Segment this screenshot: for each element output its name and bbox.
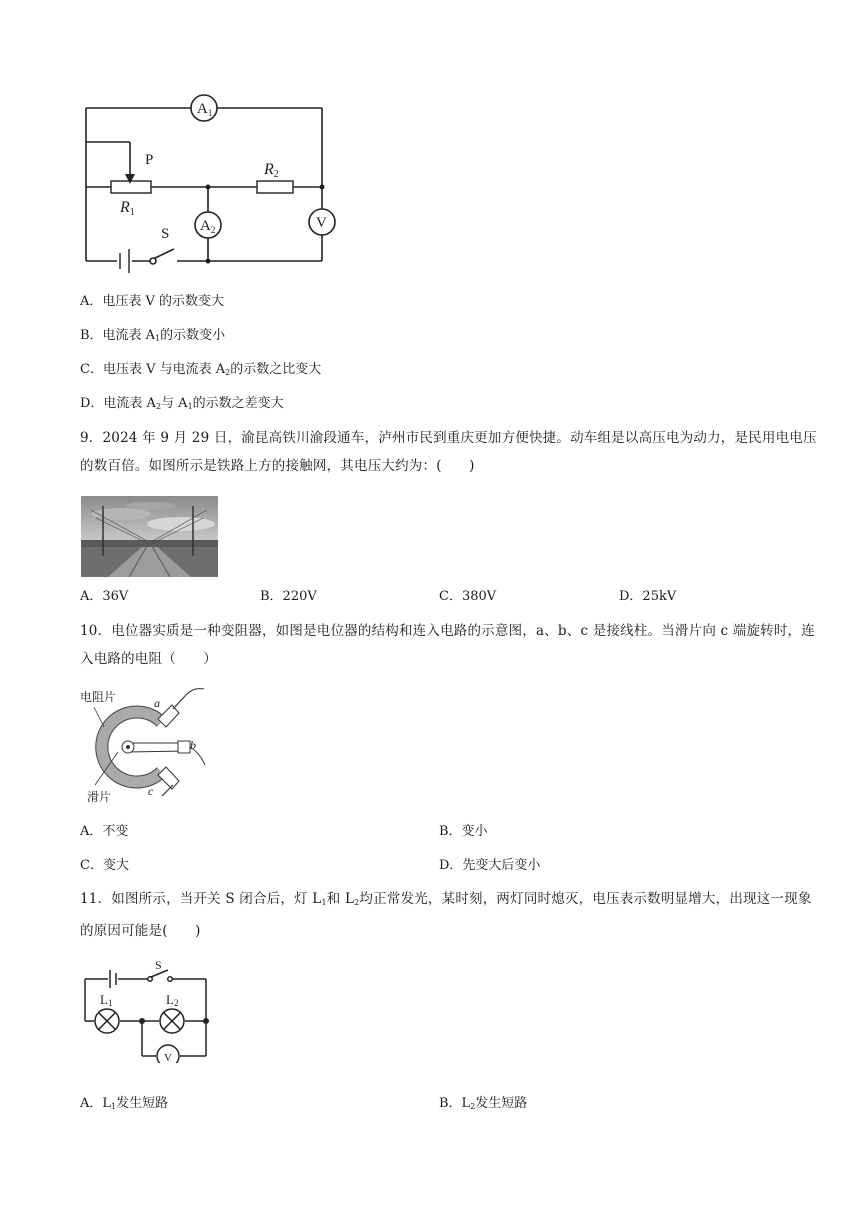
q11-switch-label: S [155, 958, 162, 972]
q10-terminal-c: c [148, 784, 154, 798]
q8-option-d: D．电流表 $A_2$与 $A_1$的示数之差变大 [80, 396, 284, 411]
q10-resistor-label: 电阻片 [80, 690, 117, 704]
q10-option-d: D．先变大后变小 [439, 858, 541, 873]
q8-circuit-figure [70, 88, 340, 278]
svg-text:R2: R2 [264, 161, 279, 180]
q8-r1-label: R [120, 199, 130, 216]
q10-option-c: C．变大 [80, 858, 129, 873]
q8-p-label: P [145, 152, 154, 168]
q10-slider-label: 滑片 [87, 790, 112, 803]
q10-stem: 10．电位器实质是一种变阻器，如图是电位器的结构和连入电路的示意图，a、b、c 是接线柱。当滑片向 c 端旋转时，连入电路的电阻（ ） [80, 623, 815, 667]
q11-circuit-figure [80, 958, 215, 1063]
q10-terminal-b: b [190, 738, 196, 752]
svg-text:A2: $A_2$ [200, 218, 216, 235]
q11-l2-label: L [166, 992, 174, 1007]
q8-a2-label: A [200, 218, 211, 234]
q11-option-b: B．$L_2$发生短路 [439, 1096, 528, 1111]
q8-option-c: C．电压表 V 与电流表 $A_2$的示数之比变大 [80, 362, 322, 377]
svg-text:L1: L1 [100, 992, 113, 1008]
q11-stem: 11．如图所示，当开关 S 闭合后，灯 $L_1$和 $L_2$均正常发光，某时刻，两灯同时熄灭，电压表示数明显增大，出现这一现象的原因可能是( ) [80, 891, 812, 939]
q8-option-b: B．电流表 $A_1$的示数变小 [80, 328, 226, 343]
q8-a1-label: A [197, 101, 208, 117]
q9-option-b: B．220V [260, 589, 317, 604]
q10-potentiometer-figure [78, 685, 208, 803]
q9-option-c: C．380V [439, 589, 497, 604]
q11-voltmeter-label: V [164, 1052, 172, 1063]
q9-railway-photo [81, 496, 218, 577]
q10-terminal-a: a [154, 696, 160, 710]
q10-option-b: B．变小 [439, 824, 488, 839]
q10-option-a: A．不变 [80, 824, 129, 839]
q9-stem: 9．2024 年 9 月 29 日，渝昆高铁川渝段通车，泸州市民到重庆更加方便快捷。动车组是以高压电为动力，是民用电电压的数百倍。如图所示是铁路上方的接触网，其电压大约为：( ) [80, 430, 817, 474]
q8-option-a: A．电压表 V 的示数变大 [80, 294, 225, 309]
q8-voltmeter-label: V [316, 215, 327, 231]
q9-option-a: A．36V [80, 589, 129, 604]
q8-switch-label: S [161, 226, 170, 242]
svg-text:L2: L2 [166, 992, 179, 1008]
q8-r2-label: R [264, 161, 274, 178]
q11-option-a: A．$L_1$发生短路 [80, 1096, 169, 1111]
svg-text:R1: R1 [120, 199, 135, 218]
q9-option-d: D．25kV [619, 589, 677, 604]
q11-l1-label: L [100, 992, 108, 1007]
svg-text:A1: $A_1$ [197, 101, 213, 118]
